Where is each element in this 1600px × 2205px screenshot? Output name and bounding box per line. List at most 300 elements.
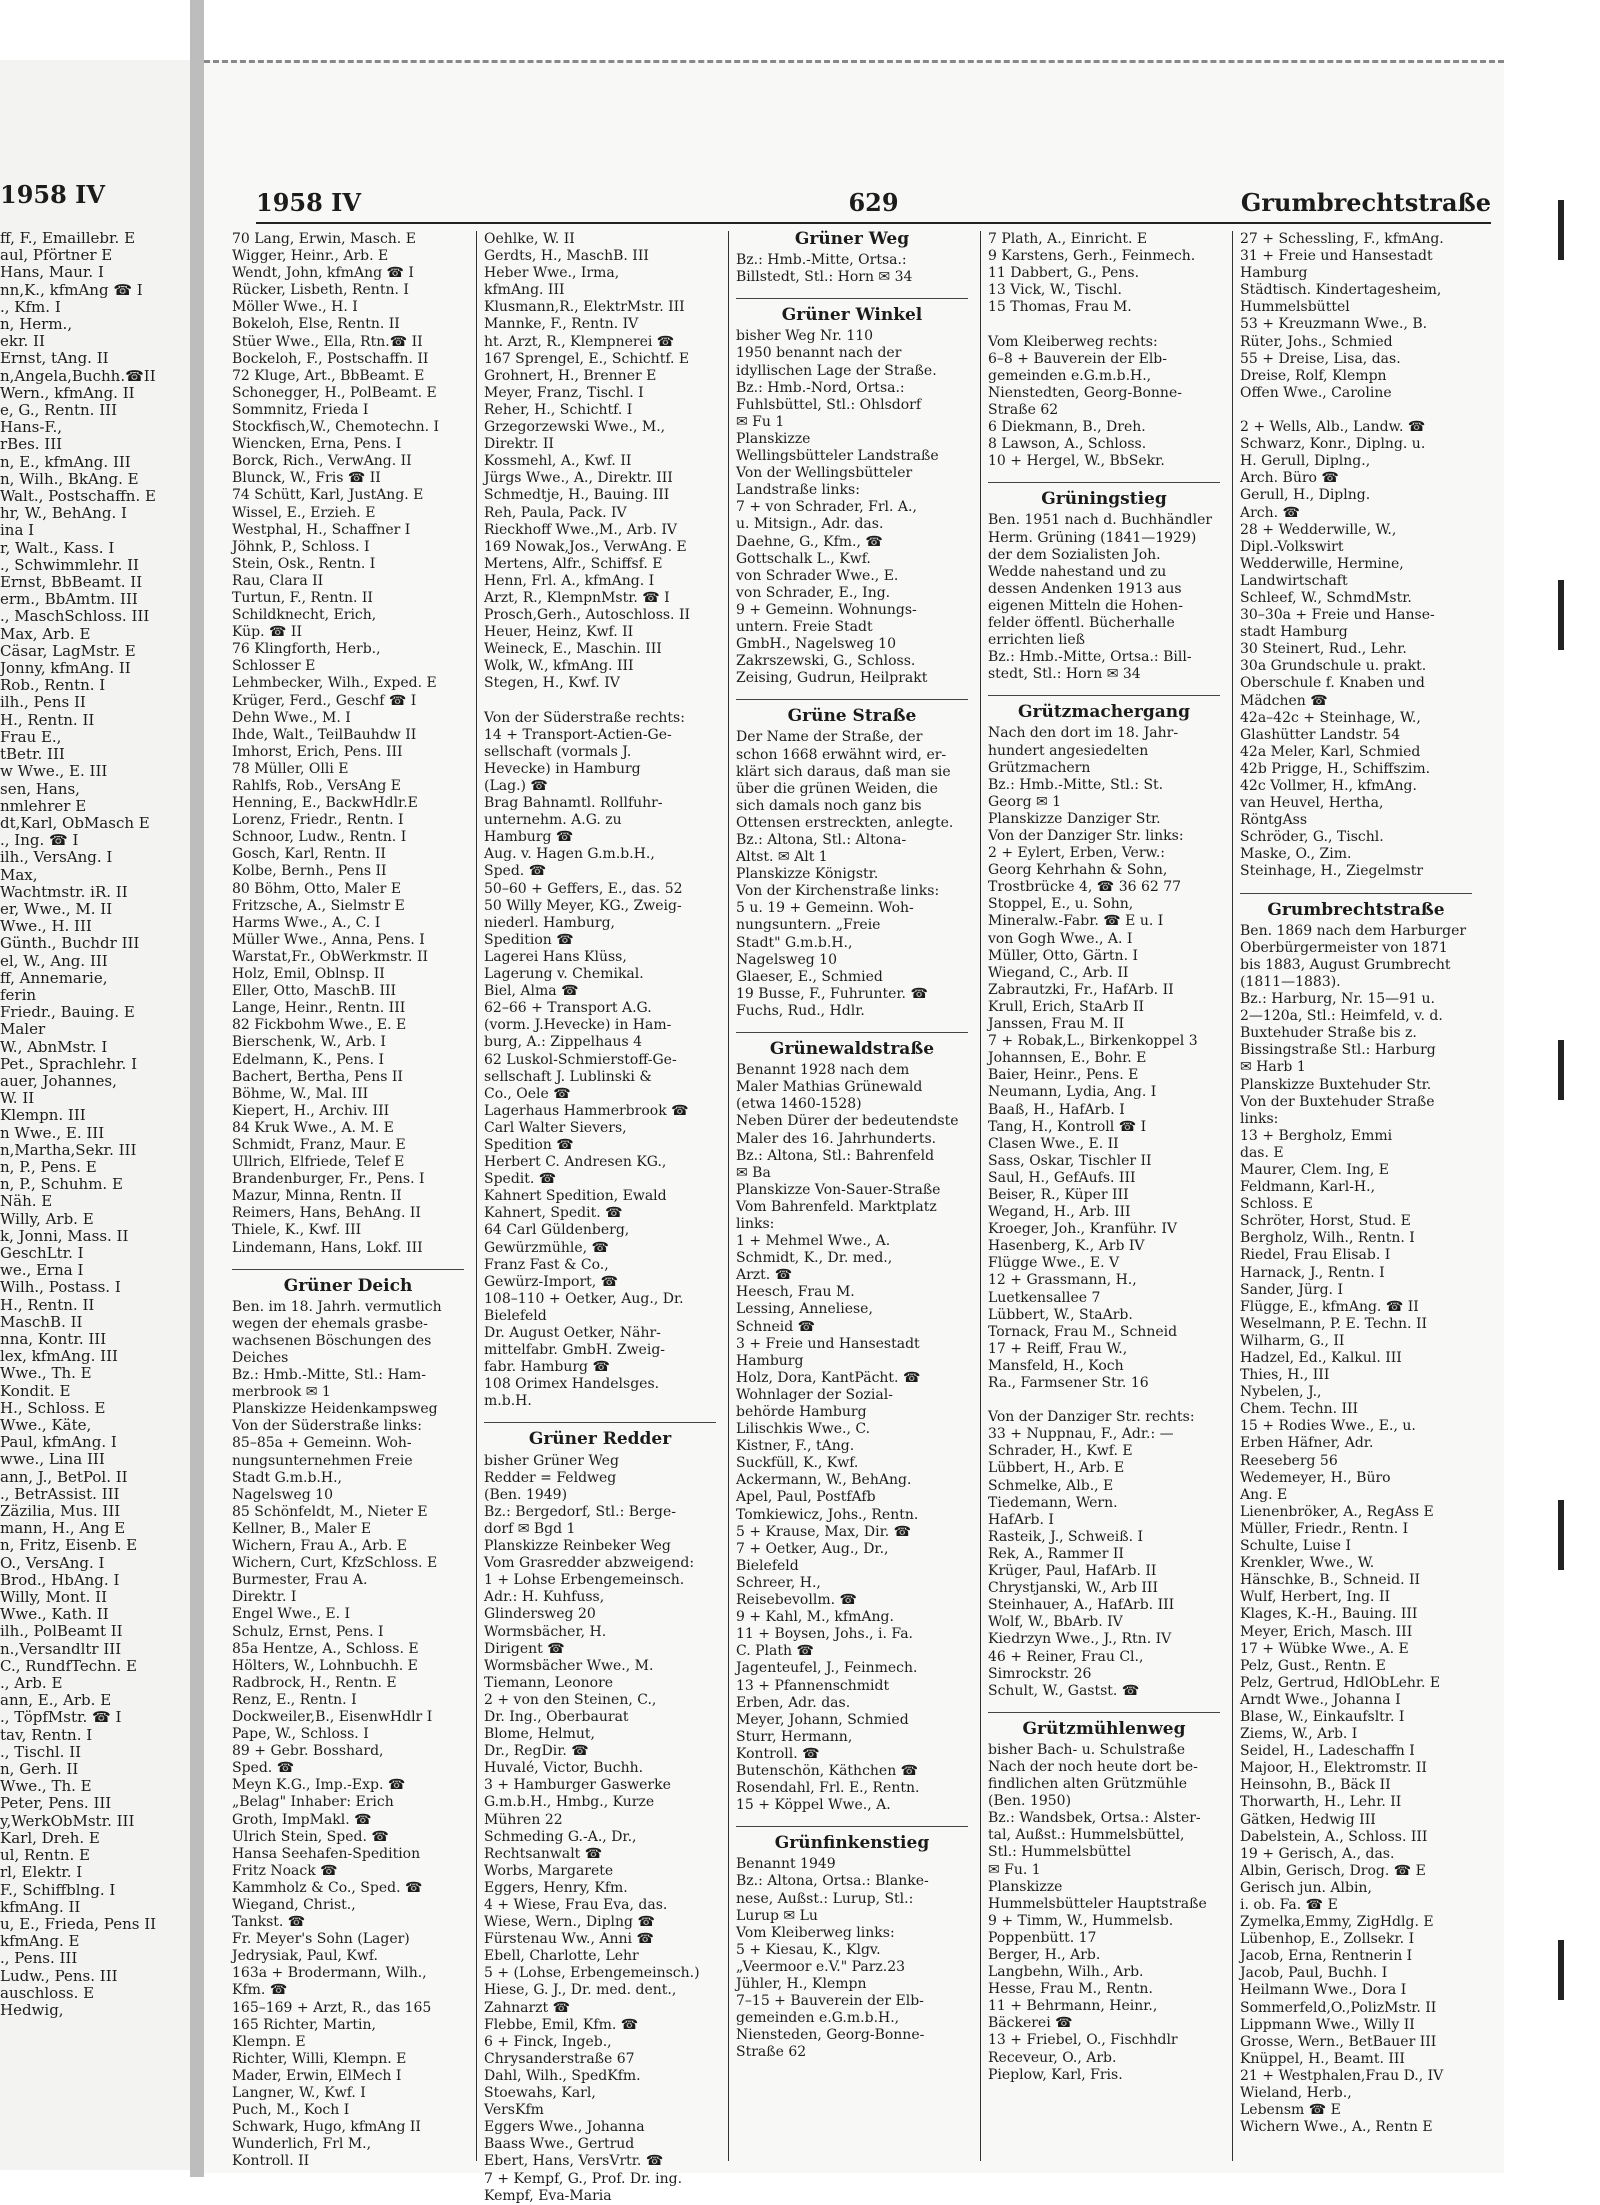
directory-entry: Rosendahl, Frl. E., Rentn. (736, 1780, 920, 1797)
previous-page-line: ferin (0, 985, 37, 1004)
directory-entry: Erben Häfner, Adr. (1240, 1435, 1374, 1452)
page-margin (1504, 60, 1600, 2170)
directory-entry: Oberbürgermeister von 1871 (1240, 939, 1448, 956)
directory-entry: Vom Bahrenfeld. Marktplatz (736, 1198, 937, 1215)
directory-entry: 74 Schütt, Karl, JustAng. E (232, 487, 424, 504)
previous-page-line: Paul, kfmAng. I (0, 1433, 117, 1452)
directory-entry: Wohnlager der Sozial- (736, 1386, 893, 1403)
directory-entry: Lagerhaus Hammerbrook ☎ (484, 1102, 689, 1119)
directory-entry: Schnoor, Ludw., Rentn. I (232, 829, 407, 846)
directory-entry (484, 693, 716, 710)
previous-page-line: ., Schwimmlehr. II (0, 555, 139, 574)
directory-entry: Rücker, Lisbeth, Rentn. I (232, 282, 409, 299)
directory-entry: Kiedrzyn Wwe., J., Rtn. IV (988, 1631, 1172, 1648)
previous-page-line: tav, Rentn. I (0, 1725, 93, 1744)
directory-entry: Warstat,Fr., ObWerkmstr. II (232, 948, 429, 965)
directory-entry: 6 Diekmann, B., Dreh. (988, 419, 1146, 436)
directory-entry: Thies, H., III (1240, 1367, 1330, 1384)
directory-entry: Eggers Wwe., Johanna (484, 2119, 645, 2136)
directory-entry: Planskizze Danziger Str. (988, 810, 1161, 827)
directory-entry: Prosch,Gerh., Autoschloss. II (484, 607, 691, 624)
directory-entry: 89 + Gebr. Bosshard, (232, 1743, 384, 1760)
directory-entry: Wedemeyer, H., Büro (1240, 1469, 1391, 1486)
directory-entry: schon 1668 erwähnt wird, er- (736, 746, 947, 763)
previous-page-line: Cäsar, LagMstr. E (0, 641, 136, 660)
directory-entry: Planskizze (736, 430, 811, 447)
directory-entry: Jacob, Erna, Rentnerin I (1240, 1948, 1413, 1965)
directory-entry: Spedition ☎ (484, 1136, 574, 1153)
directory-entry: G.m.b.H., Hmbg., Kurze (484, 1794, 655, 1811)
directory-entry: Vom Grasredder abzweigend: (484, 1555, 695, 1572)
directory-entry: 80 Böhm, Otto, Maler E (232, 880, 402, 897)
edge-mark (1558, 1040, 1564, 1100)
directory-entry: Maske, O., Zim. (1240, 846, 1352, 863)
directory-entry: mittelfabr. GmbH. Zweig- (484, 1342, 666, 1359)
directory-entry: Böhme, W., Mal. III (232, 1085, 369, 1102)
directory-entry: 14 + Transport-Actien-Ge- (484, 726, 672, 743)
directory-entry: das. E (1240, 1144, 1284, 1161)
directory-entry: Kroeger, Joh., Kranführ. IV (988, 1221, 1177, 1238)
directory-entry: Chrystjanski, W., Arb III (988, 1580, 1158, 1597)
directory-entry: Schreer, H., (736, 1574, 821, 1591)
directory-entry: Heinsohn, B., Bäck II (1240, 1777, 1391, 1794)
previous-page-line: Frau E., (0, 727, 62, 746)
directory-entry: 108 Orimex Handelsges. (484, 1376, 660, 1393)
previous-page-line: MaschB. II (0, 1312, 83, 1331)
directory-entry: Sass, Oskar, Tischler II (988, 1152, 1152, 1169)
directory-entry: Schrader, H., Kwf. E (988, 1443, 1133, 1460)
directory-entry: Simrockstr. 26 (988, 1665, 1092, 1682)
directory-entry: Sommerfeld,O.,PolizMstr. II (1240, 1999, 1437, 2016)
directory-entry: Bäckerei ☎ (988, 2015, 1073, 2032)
directory-entry: Wichern, Curt, KfzSchloss. E (232, 1555, 438, 1572)
directory-entry: Herbert C. Andresen KG., (484, 1154, 667, 1171)
directory-entry: Dabelstein, A., Schloss. III (1240, 1828, 1428, 1845)
directory-entry: Hadzel, Ed., Kalkul. III (1240, 1350, 1402, 1366)
directory-entry: dorf ✉ Bgd 1 (484, 1520, 576, 1537)
directory-entry: von Gogh Wwe., A. I (988, 930, 1133, 947)
previous-page-line: Pet., Sprachlehr. I (0, 1054, 137, 1073)
directory-entry: Apel, Paul, PostfAfb (736, 1489, 876, 1506)
previous-page-line: kfmAng. II (0, 1897, 81, 1916)
previous-page-line: Zäzilia, Mus. III (0, 1502, 121, 1521)
directory-entry: 2 + Wells, Alb., Landw. ☎ (1240, 419, 1426, 436)
directory-entry: Schmelke, Alb., E (988, 1477, 1114, 1494)
previous-page-line: mann, H., Ang E (0, 1519, 126, 1538)
directory-entry: Luetkensallee 7 (988, 1289, 1101, 1306)
previous-page-line: auer, Johannes, (0, 1071, 117, 1090)
directory-entry: Grohnert, H., Brenner E (484, 367, 657, 384)
directory-entry: Herm. Grüning (1841—1929) (988, 529, 1197, 546)
directory-entry: Stadt G.m.b.H., (232, 1469, 342, 1486)
directory-entry: Arch. ☎ (1240, 504, 1300, 521)
directory-entry: tal, Außst.: Hummelsbüttel, (988, 1827, 1185, 1844)
directory-entry: Direktr. I (232, 1589, 297, 1606)
directory-entry: Arzt. ☎ (736, 1267, 793, 1284)
previous-page-line: ff, Annemarie, (0, 968, 108, 987)
directory-entry: 3 + Hamburger Gaswerke (484, 1777, 671, 1794)
directory-entry: 165–169 + Arzt, R., das 165 (232, 1999, 432, 2016)
directory-entry: Bz.: Altona, Stl.: Altona- (736, 832, 907, 848)
directory-entry: Nagelsweg 10 (232, 1486, 334, 1503)
directory-entry: 9 Karstens, Gerh., Feinmech. (988, 248, 1196, 265)
previous-page-line: Günth., Buchdr III (0, 934, 140, 953)
directory-entry: ✉ Fu. 1 (988, 1861, 1041, 1878)
previous-page-line: ., MaschSchloss. III (0, 607, 150, 626)
previous-page-line: ann, E., Arb. E (0, 1691, 112, 1710)
previous-page-line: n, Fritz, Eisenb. E (0, 1536, 138, 1555)
directory-entry: Blome, Helmut, (484, 1726, 595, 1743)
previous-page-line: nna, Kontr. III (0, 1330, 107, 1348)
directory-entry: Pelz, Gertrud, HdlObLehr. E (1240, 1674, 1441, 1691)
directory-entry: Buxtehuder Straße bis z. (1240, 1025, 1417, 1042)
directory-entry: 30–30a + Freie und Hanse- (1240, 607, 1435, 624)
edge-mark (1558, 1940, 1564, 2000)
previous-page-line: ff, F., Emaillebr. E (0, 229, 136, 247)
directory-entry: Groth, ImpMakl. ☎ (232, 1811, 372, 1828)
directory-entry: 53 + Kreuzmann Wwe., B. (1240, 316, 1428, 333)
previous-page-line: rBes. III (0, 435, 63, 454)
street-heading: Grünewaldstraße (736, 1032, 968, 1058)
previous-page-line: el, W., Ang. III (0, 951, 108, 970)
directory-entry: Gosch, Karl, Rentn. II (232, 846, 386, 863)
directory-entry: Tang, H., Kontroll ☎ I (988, 1118, 1147, 1135)
previous-page-line: ., TöpfMstr. ☎ I (0, 1708, 122, 1727)
directory-entry: Heuer, Heinz, Kwf. II (484, 624, 634, 641)
directory-entry: Ebert, Hans, VersVrtr. ☎ (484, 2153, 664, 2170)
directory-entry: unternehm. A.G. zu (484, 812, 622, 829)
previous-page-line: n, P., Schuhm. E (0, 1175, 123, 1194)
directory-entry: Chrysanderstraße 67 (484, 2050, 635, 2067)
directory-entry: errichten ließ (988, 632, 1085, 649)
street-heading: Grüner Redder (484, 1422, 716, 1448)
previous-page-line: Wern., kfmAng. II (0, 383, 135, 402)
previous-page-line: k, Jonni, Mass. II (0, 1226, 129, 1245)
directory-entry: Dr. Ing., Oberbaurat (484, 1708, 629, 1725)
directory-entry: C. Plath ☎ (736, 1643, 814, 1660)
previous-page-text (0, 230, 185, 2019)
directory-entry: Zakrszewski, G., Schloss. (736, 653, 916, 670)
directory-entry: Knüppel, H., Beamt. III (1240, 2050, 1405, 2067)
directory-entry: Zeising, Gudrun, Heilprakt (736, 670, 928, 687)
directory-entry: 33 + Nuppnau, F., Adr.: — (988, 1426, 1174, 1443)
directory-entry: Schlosser E (232, 658, 316, 675)
directory-entry: (Lag.) ☎ (484, 778, 548, 794)
directory-entry: Lagerung v. Chemikal. (484, 966, 644, 983)
directory-entry: Lessing, Anneliese, (736, 1301, 873, 1318)
directory-entry: Planskizze Heidenkampsweg (232, 1401, 438, 1418)
directory-entry: Tiedemann, Wern. (988, 1494, 1118, 1511)
directory-entry: Chem. Techn. III (1240, 1401, 1359, 1418)
directory-entry: Dipl.-Volkswirt (1240, 538, 1344, 555)
directory-entry: Zabrautzki, Fr., HafArb. II (988, 981, 1174, 998)
directory-entry: 2 + von den Steinen, C., (484, 1691, 657, 1708)
directory-entry: Wiese, Wern., Diplng ☎ (484, 1914, 655, 1931)
directory-entry: Langner, W., Kwf. I (232, 2085, 366, 2102)
directory-entry: bis 1883, August Grumbrecht (1240, 956, 1451, 973)
directory-entry: Rau, Clara II (232, 572, 324, 589)
previous-page-line: n, P., Pens. E (0, 1157, 97, 1176)
directory-entry: Dahl, Wilh., SpedKfm. (484, 2067, 641, 2084)
directory-entry: Hamburg ☎ (484, 829, 574, 846)
directory-entry: Ulrich Stein, Sped. ☎ (232, 1828, 389, 1845)
previous-page-line: Ernst, BbBeamt. II (0, 573, 143, 592)
directory-entry: bisher Grüner Weg (484, 1452, 619, 1469)
directory-entry: Lorenz, Friedr., Rentn. I (232, 812, 404, 829)
directory-entry: Weineck, E., Maschin. III (484, 641, 662, 658)
directory-entry: Sommnitz, Frieda I (232, 401, 369, 418)
previous-page-line: Ernst, tAng. II (0, 349, 109, 368)
directory-entry: Brag Bahnamtl. Rollfuhr- (484, 795, 663, 812)
directory-entry: Oehlke, W. II (484, 231, 575, 247)
directory-entry: findlichen alten Grützmühle (988, 1776, 1188, 1793)
directory-entry: Wedde nahestand und zu (988, 563, 1167, 580)
directory-entry: Wulf, Herbert, Ing. II (1240, 1589, 1391, 1606)
directory-entry: Flügge, E., kfmAng. ☎ II (1240, 1298, 1419, 1315)
directory-entry: fabr. Hamburg ☎ (484, 1359, 610, 1376)
directory-entry: 7 + Kempf, G., Prof. Dr. ing. (484, 2170, 683, 2187)
directory-entry: Klusmann,R., ElektrMstr. III (484, 299, 685, 316)
directory-entry: Rahlfs, Rob., VersAng E (232, 778, 401, 794)
directory-entry: Direktr. II (484, 436, 554, 453)
directory-entry: 72 Kluge, Art., BbBeamt. E (232, 367, 425, 384)
directory-entry: 13 + Pfannenschmidt (736, 1677, 890, 1694)
directory-entry: Schmidt, K., Dr. med., (736, 1250, 893, 1267)
previous-page-line: n.,Versandltr III (0, 1639, 122, 1658)
directory-entry: Vom Kleiberweg rechts: (988, 333, 1158, 350)
directory-entry: Trostbrücke 4, ☎ 36 62 77 (988, 879, 1182, 896)
directory-entry: 50 Willy Meyer, KG., Zweig- (484, 897, 682, 914)
directory-entry: Mazur, Minna, Rentn. II (232, 1188, 402, 1205)
directory-entry: Stadt" G.m.b.H., (736, 934, 853, 951)
directory-entry: stadt Hamburg (1240, 624, 1348, 641)
directory-entry: sellschaft J. Lublinski & (484, 1068, 652, 1085)
previous-page-line: H., Schloss. E (0, 1398, 106, 1417)
directory-entry: Rieckhoff Wwe.,M., Arb. IV (484, 521, 678, 538)
directory-entry: 6–8 + Bauverein der Elb- (988, 350, 1167, 367)
directory-entry: 1950 benannt nach der (736, 345, 902, 362)
directory-entry: Burmester, Frau A. (232, 1572, 368, 1589)
directory-entry: Der Name der Straße, der (736, 729, 923, 746)
directory-entry: „Veermoor e.V." Parz.23 (736, 1958, 906, 1975)
previous-page-line: O., VersAng. I (0, 1553, 105, 1572)
directory-entry: Schulte, Luise I (1240, 1538, 1351, 1555)
previous-page-line: Jonny, kfmAng. II (0, 659, 131, 678)
street-heading: Grumbrechtstraße (1240, 893, 1472, 919)
directory-entry: Schonegger, H., PolBeamt. E (232, 384, 437, 401)
previous-page-line: ., Tischl. II (0, 1742, 82, 1761)
directory-entry: Klempn. E (232, 2033, 306, 2050)
directory-entry: Planskizze Von-Sauer-Straße (736, 1181, 941, 1198)
directory-entry: Glashütter Landstr. 54 (1240, 726, 1401, 743)
directory-entry: Worbs, Margarete (484, 1862, 614, 1879)
previous-page-edge (0, 60, 193, 2170)
directory-entry: 64 Carl Güldenberg, (484, 1222, 630, 1239)
directory-entry: 9 + Gemeinn. Wohnungs- (736, 601, 917, 618)
directory-entry: Blunck, W., Fris ☎ II (232, 470, 381, 487)
directory-entry: 78 Müller, Olli E (232, 760, 349, 777)
previous-page-line: wwe., Lina III (0, 1450, 105, 1469)
directory-entry: Sped. ☎ (232, 1760, 295, 1777)
edge-mark (1558, 580, 1564, 650)
directory-entry: Krenkler, Wwe., W. (1240, 1555, 1375, 1572)
directory-entry: 70 Lang, Erwin, Masch. E (232, 231, 416, 247)
directory-entry: Wendt, John, kfmAng ☎ I (232, 265, 414, 282)
previous-page-line: ilh., Pens II (0, 693, 86, 712)
directory-column (736, 231, 968, 2161)
directory-entry: sich damals noch ganz bis (736, 797, 922, 814)
directory-entry: Von der Süderstraße links: (232, 1418, 422, 1435)
directory-entry: Hasenberg, K., Arb IV (988, 1238, 1145, 1255)
directory-entry: Planskizze Reinbeker Weg (484, 1538, 671, 1555)
directory-entry: 5 + (Lohse, Erbengemeinsch.) (484, 1965, 700, 1982)
directory-entry: Renz, E., Rentn. I (232, 1691, 357, 1708)
directory-entry: 5 + Kiesau, K., Klgv. (736, 1941, 881, 1958)
previous-page-line: Rob., Rentn. I (0, 676, 106, 695)
directory-entry: 5 u. 19 + Gemeinn. Woh- (736, 900, 914, 917)
directory-entry: 13 Vick, W., Tischl. (988, 282, 1122, 299)
directory-entry: Straße 62 (736, 2044, 807, 2061)
directory-entry: Bielefeld (736, 1557, 799, 1574)
directory-entry: klärt sich daraus, daß man sie (736, 763, 951, 780)
directory-entry: (vorm. J.Hevecke) in Ham- (484, 1017, 672, 1034)
directory-column (484, 231, 716, 2204)
directory-entry: über die grünen Weiden, die (736, 780, 938, 797)
directory-entry: Nienstedten, Georg-Bonne- (988, 384, 1182, 401)
previous-page-line: W., AbnMstr. I (0, 1037, 108, 1056)
directory-entry: Bz.: Altona, Stl.: Bahrenfeld (736, 1147, 935, 1164)
directory-entry: Holz, Emil, Oblnsp. II (232, 966, 385, 983)
previous-page-line: Hedwig, (0, 2000, 64, 2019)
directory-entry: Huvalé, Victor, Buchh. (484, 1760, 644, 1777)
directory-entry: Seidel, H., Ladeschaffn I (1240, 1743, 1415, 1760)
directory-entry: von Schrader Wwe., E. (736, 567, 899, 584)
directory-entry: Mader, Erwin, ElMech I (232, 2067, 402, 2084)
directory-entry: 42b Prigge, H., Schiffszim. (1240, 760, 1431, 777)
directory-entry: 11 + Behrmann, Heinr., (988, 1998, 1158, 2015)
directory-entry: Kiepert, H., Archiv. III (232, 1102, 390, 1119)
directory-entry: Lübenhop, E., Zollsekr. I (1240, 1931, 1415, 1948)
directory-entry: Schwarz, Konr., Diplng. u. (1240, 436, 1426, 453)
directory-entry: Majoor, H., Elektromstr. II (1240, 1760, 1427, 1777)
previous-page-line: e, G., Rentn. III (0, 401, 117, 420)
directory-entry: Lübbert, W., StaArb. (988, 1306, 1133, 1323)
previous-page-line: r, Walt., Kass. I (0, 538, 115, 557)
directory-entry: Ihde, Walt., TeilBauhdw II (232, 726, 417, 743)
directory-entry: Deiches (232, 1350, 289, 1366)
street-heading: Grüne Straße (736, 699, 968, 725)
directory-entry: Reh, Paula, Pack. IV (484, 504, 627, 521)
previous-page-line: W. II (0, 1089, 35, 1108)
directory-entry: Gerisch jun. Albin, (1240, 1879, 1372, 1896)
directory-entry: Hänschke, B., Schneid. II (1240, 1572, 1421, 1589)
street-range-label: Grumbrechtstraße (1240, 188, 1491, 217)
directory-entry: Wellingsbütteler Landstraße (736, 448, 939, 465)
directory-entry: Schmedtje, H., Bauing. III (484, 487, 670, 504)
directory-entry: Bockeloh, F., Postschaffn. II (232, 350, 429, 367)
directory-entry: Eller, Otto, MaschB. III (232, 983, 397, 1000)
directory-entry: Steinhauer, A., HafArb. III (988, 1597, 1175, 1614)
directory-entry: Wolk, W., kfmAng. III (484, 658, 634, 675)
directory-entry: Kolbe, Bernh., Pens II (232, 863, 387, 880)
directory-entry: 108–110 + Oetker, Aug., Dr. (484, 1290, 684, 1307)
directory-entry: Offen Wwe., Caroline (1240, 384, 1392, 401)
directory-entry: kfmAng. III (484, 282, 565, 299)
directory-entry: Henn, Frl. A., kfmAng. I (484, 572, 655, 589)
directory-entry: Reisebevollm. ☎ (736, 1592, 857, 1609)
directory-entry: Zymelka,Emmy, ZigHdlg. E (1240, 1914, 1434, 1931)
directory-entry: Ben. 1951 nach d. Buchhändler (988, 512, 1213, 529)
directory-entry: Klages, K.-H., Bauing. III (1240, 1606, 1418, 1623)
directory-entry: wegen der ehemals grasbe- (232, 1315, 428, 1332)
directory-entry: Bachert, Bertha, Pens II (232, 1068, 403, 1085)
directory-entry: Bz.: Hmb.-Mitte, Stl.: St. (988, 776, 1164, 793)
previous-page-line: nn,K., kfmAng ☎ I (0, 280, 143, 299)
directory-entry: Stegen, H., Kwf. IV (484, 675, 620, 692)
directory-entry: Dockweiler,B., EisenwHdlr I (232, 1708, 433, 1725)
previous-page-header: 1958 IV (0, 180, 105, 209)
previous-page-line: hr, W., BehAng. I (0, 504, 127, 523)
directory-entry: bisher Bach- u. Schulstraße (988, 1741, 1186, 1758)
directory-entry: Janssen, Frau M. II (988, 1016, 1125, 1033)
directory-entry: 27 + Schessling, F., kfmAng. (1240, 231, 1444, 247)
previous-page-line: ., Pens. III (0, 1949, 78, 1968)
directory-entry: Wegand, H., Arb. III (988, 1204, 1131, 1221)
directory-entry: Spedit. ☎ (484, 1171, 557, 1188)
directory-entry: Schleef, W., SchmdMstr. (1240, 589, 1412, 606)
previous-page-line: H., Rentn. II (0, 710, 95, 729)
directory-entry: 30a Grundschule u. prakt. (1240, 658, 1427, 675)
directory-entry: Nach den dort im 18. Jahr- (988, 725, 1179, 742)
directory-entry: Von der Wellingsbütteler (736, 465, 913, 482)
previous-page-line: Wachtmstr. iR. II (0, 882, 128, 901)
directory-entry: ✉ Harb 1 (1240, 1059, 1306, 1076)
directory-entry: Stüer Wwe., Ella, Rtn.☎ II (232, 333, 423, 350)
directory-entry: Gerull, H., Diplng. (1240, 487, 1371, 504)
directory-entry: Reimers, Hans, BehAng. II (232, 1205, 421, 1222)
directory-entry: 76 Klingforth, Herb., (232, 641, 381, 658)
directory-entry: 4 + Wiese, Frau Eva, das. (484, 1897, 668, 1913)
directory-entry: Baaß, H., HafArb. I (988, 1101, 1125, 1118)
directory-entry: Kistner, F., tAng. (736, 1438, 855, 1455)
directory-entry: 15 + Rodies Wwe., E., u. (1240, 1418, 1416, 1435)
directory-entry: Receveur, O., Arb. (988, 2049, 1117, 2066)
directory-entry: Edelmann, K., Pens. I (232, 1051, 385, 1068)
directory-entry: Heilmann Wwe., Dora I (1240, 1982, 1407, 1999)
directory-columns (232, 229, 1494, 2204)
previous-page-line: ., BetrAssist. III (0, 1484, 120, 1503)
directory-entry: Nach der noch heute dort be- (988, 1758, 1198, 1775)
directory-entry: Ackermann, W., BehAng. (736, 1472, 912, 1489)
directory-entry: ✉ Ba (736, 1164, 771, 1181)
directory-entry: Bergholz, Wilh., Rentn. I (1240, 1230, 1415, 1247)
directory-entry: Clasen Wwe., E. II (988, 1135, 1119, 1152)
book-gutter (190, 0, 204, 2177)
directory-entry: Dreise, Rolf, Klempn (1240, 367, 1387, 384)
previous-page-line: u, E., Frieda, Pens II (0, 1914, 157, 1933)
directory-entry: Georg Kehrhahn & Sohn, (988, 862, 1168, 879)
directory-entry: Stein, Osk., Rentn. I (232, 555, 376, 572)
previous-page-line: w Wwe., E. III (0, 762, 108, 781)
previous-page-line: lex, kfmAng. III (0, 1347, 118, 1366)
directory-entry: Tankst. ☎ (232, 1914, 306, 1931)
directory-entry: Dehn Wwe., M. I (232, 709, 351, 726)
directory-entry: Neben Dürer der bedeutendste (736, 1113, 959, 1130)
directory-entry: Redder = Feldweg (484, 1469, 617, 1486)
directory-entry: Grützmachern (988, 759, 1091, 776)
directory-entry: (Ben. 1950) (988, 1793, 1072, 1810)
directory-entry: Städtisch. Kindertagesheim, (1240, 282, 1442, 299)
